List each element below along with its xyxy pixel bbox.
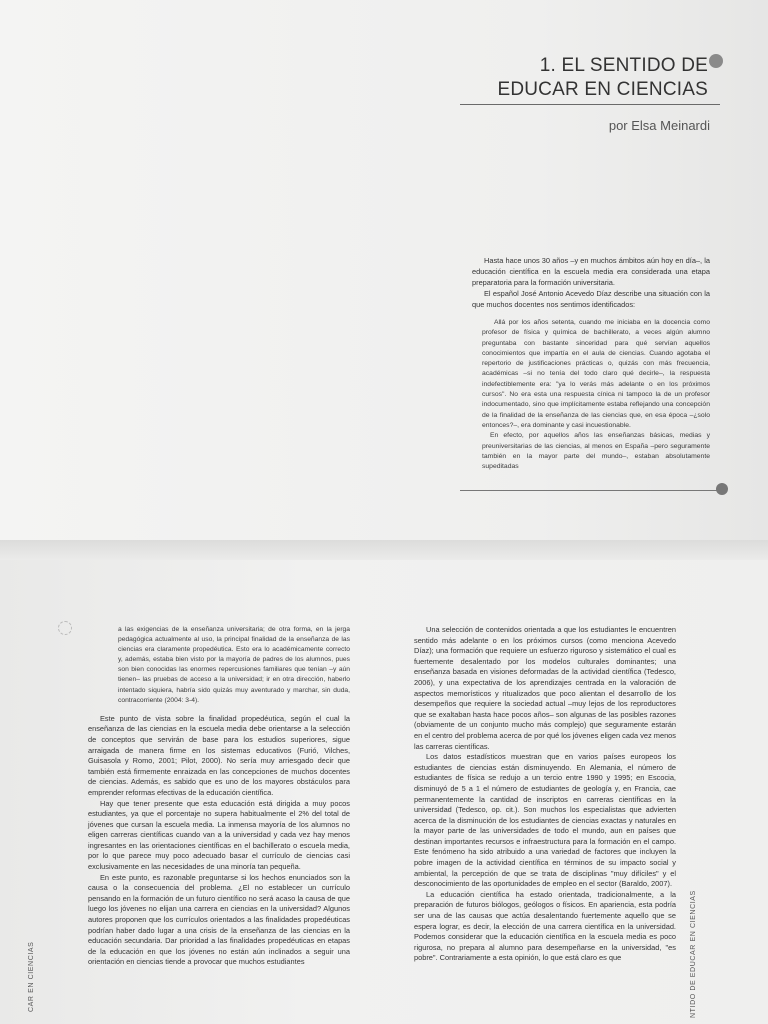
intro-block: [472, 255, 710, 472]
author-line: por Elsa Meinardi: [608, 118, 710, 133]
quote-paragraph-1: Allá por los años setenta, cuando me iniciaba en la docencia como profesor de física y química de bachillerato, a veces algún alumno preguntaba con bastante sinceridad para qué servían aquellos conocimientos que impartía en el aula de ciencias. Cuando agotaba el repertorio de justificaciones prácticas o, quizás con más frecuencia, académicas –si no tenía del todo claro qué decirle–, la respuesta indefectiblemente era: "ya lo verás más adelante o en los próximos cursos". No era esta una respuesta cínica ni tampoco la de un profesor indocumentado, sino que implícitamente estaba reflejando una concepción de la finalidad de la enseñanza de las ciencias que, en esa época –¿solo entonces?–, era dominante y casi incuestionable.: [482, 319, 710, 429]
right-column: [414, 625, 676, 964]
block-quote: [482, 318, 710, 472]
running-header-left: CAR EN CIENCIAS: [28, 941, 35, 1012]
left-column-body: [88, 714, 350, 968]
chapter-title-line2: EDUCAR EN CIENCIAS: [497, 79, 708, 100]
quote-continuation-text: a las exigencias de la enseñanza universitaria; de otra forma, en la jerga pedagógica actualmente al uso, la principal finalidad de la enseñanza de las ciencias era claramente propedéutica. Esto era lo académicamente correcto y, además, estaba bien visto por la mayoría de padres de los alumnos, pues son bien conocidas las enormes repercusiones familiares que tenían –y aún tienen– las pruebas de acceso a la universidad; ir en otra dirección, haberlo intentado siquiera, habría sido quizás muy aventurado y marchar, sin duda, contracorriente (2004: 3-4).: [118, 626, 350, 704]
right-paragraph-3: La educación científica ha estado orientada, tradicionalmente, a la preparación de futuros biólogos, geólogos o físicos. En apariencia, esta podría ser una de las causas que actúa desalentando fuertemente aquello que se espera lograr, es decir, la elección de una carrera científica en la universidad. Podemos considerar que la educación científica en la escuela media es poco rigurosa, no prepara al alumno para desempeñarse en la universidad, "es pobre". Contrariamente a esta opinión, lo que está claro es que: [414, 889, 676, 963]
margin-stamp-icon: [58, 621, 72, 635]
intro-paragraph-2: El español José Antonio Acevedo Díaz describe una situación con la que muchos docentes nos sentimos identificados:: [472, 289, 710, 309]
page-gap: [0, 540, 768, 560]
running-header-right: NTIDO DE EDUCAR EN CIENCIAS: [690, 890, 697, 1018]
chapter-bullet-icon: [709, 54, 723, 68]
chapter-title: [497, 54, 708, 102]
right-paragraph-2: Los datos estadísticos muestran que en varios países europeos los estudiantes de ciencias están disminuyendo. En Alemania, el número de estudiantes de física se redujo a un tercio entre 1990 y 1995; en Escocia, disminuyó de 5 a 1 el número de estudiantes de geología y, en Francia, cae permanentemente la cantidad de inscriptos en carreras científicas en la universidad (Tedesco, op. cit.). Son muchos los especialistas que advierten acerca de la disminución de los estudiantes de ciencias exactas y naturales en la mayor parte de las universidades de todo el mundo, aun en países que destinan importantes recursos e infraestructura para la formación en el campo. Este fenómeno ha sido atribuido a una variedad de factores que incluyen la pobre imagen de la actividad científica en términos de su impacto social y ambiental, la percepción de que se trata de disciplinas "muy difíciles" y el desconocimiento de las oportunidades de empleo en el sector (Baraldo, 2007).: [414, 752, 676, 889]
right-paragraph-1: Una selección de contenidos orientada a que los estudiantes le encuentren sentido más adelante o en los próximos cursos (como menciona Acevedo Díaz); una formación que requiere un esfuerzo riguroso y sistemático el cual es fuertemente desalentado por los modelos culturales dominantes; una enseñanza basada en visiones deformadas de la actividad científica (Tedesco, 2006), y una expectativa de los aprendizajes centrada en la valoración de aspectos memorísticos y ritualizados que poco alientan el desarrollo de los desempeños que requiere la sociedad actual –muy lejos de los reproductores que se exaltaban hasta hace pocos años– son algunas de las posibles razones (obviamente de un conjunto mucho más complejo) que seguramente estarán en el centro del problema acerca de por qué los jóvenes eligen cada vez menos las carreras científicas.: [414, 625, 676, 751]
left-paragraph-1: Este punto de vista sobre la finalidad propedéutica, según el cual la enseñanza de las ciencias en la escuela media debe orientarse a la selección de conceptos que servirán de base para los estudios superiores, sigue arraigada de manera firme en los sistemas educativos (Furió, Vilches, Guisasola y Romo, 2001; Pilot, 2000). No sería muy arriesgado decir que también está firmemente enraizada en las concepciones de muchos docentes de ciencias. Además, es sabido que es uno de los mayores obstáculos para emprender reformas efectivas de la educación científica.: [88, 713, 350, 797]
left-paragraph-2: Hay que tener presente que esta educación está dirigida a muy pocos estudiantes, ya que el porcentaje no supera habitualmente el 2% del total de jóvenes que cursan la escuela media. La inmensa mayoría de los alumnos no eligen carreras científicas cuando van a la universidad y cada vez hay menos ingresantes en las orientaciones científicas en el bachillerato o escuela media, por lo que parece muy poco adecuado basar el currículo de ciencias casi exclusivamente en las necesidades de una minoría tan pequeña.: [88, 798, 350, 872]
quote-continuation: [118, 625, 350, 706]
left-paragraph-3: En este punto, es razonable preguntarse si los hechos enunciados son la causa o la consecuencia del problema. ¿El no establecer un currículo pensando en la formación de un futuro científico no será acaso la causa de que luego los jóvenes no elijan una carrera en ciencias en la universidad? Algunos autores proponen que los currículos orientados a las finalidades propedéuticas podrían haber dado lugar a una crisis de la enseñanza de las ciencias en la educación secundaria. Dar prioridad a las finalidades propedéuticas en etapas de la educación en que los jóvenes no están aún inclinados a seguir una orientación en ciencias tiende a provocar que muchos estudiantes: [88, 872, 350, 967]
page-corner-marker-icon: [716, 483, 728, 495]
left-column: [88, 625, 350, 968]
intro-paragraph-1: Hasta hace unos 30 años –y en muchos ámbitos aún hoy en día–, la educación científica en la escuela media era considerada una etapa preparatoria para la formación universitaria.: [472, 256, 710, 287]
chapter-divider: [460, 104, 720, 105]
chapter-title-line1: 1. EL SENTIDO DE: [539, 55, 708, 76]
section-divider: [460, 490, 718, 491]
quote-paragraph-2: En efecto, por aquellos años las enseñanzas básicas, medias y preuniversitarias de las ciencias, al menos en España –pero seguramente también en la mayor parte del mundo–, estaban absolutamente supeditadas: [482, 432, 710, 471]
